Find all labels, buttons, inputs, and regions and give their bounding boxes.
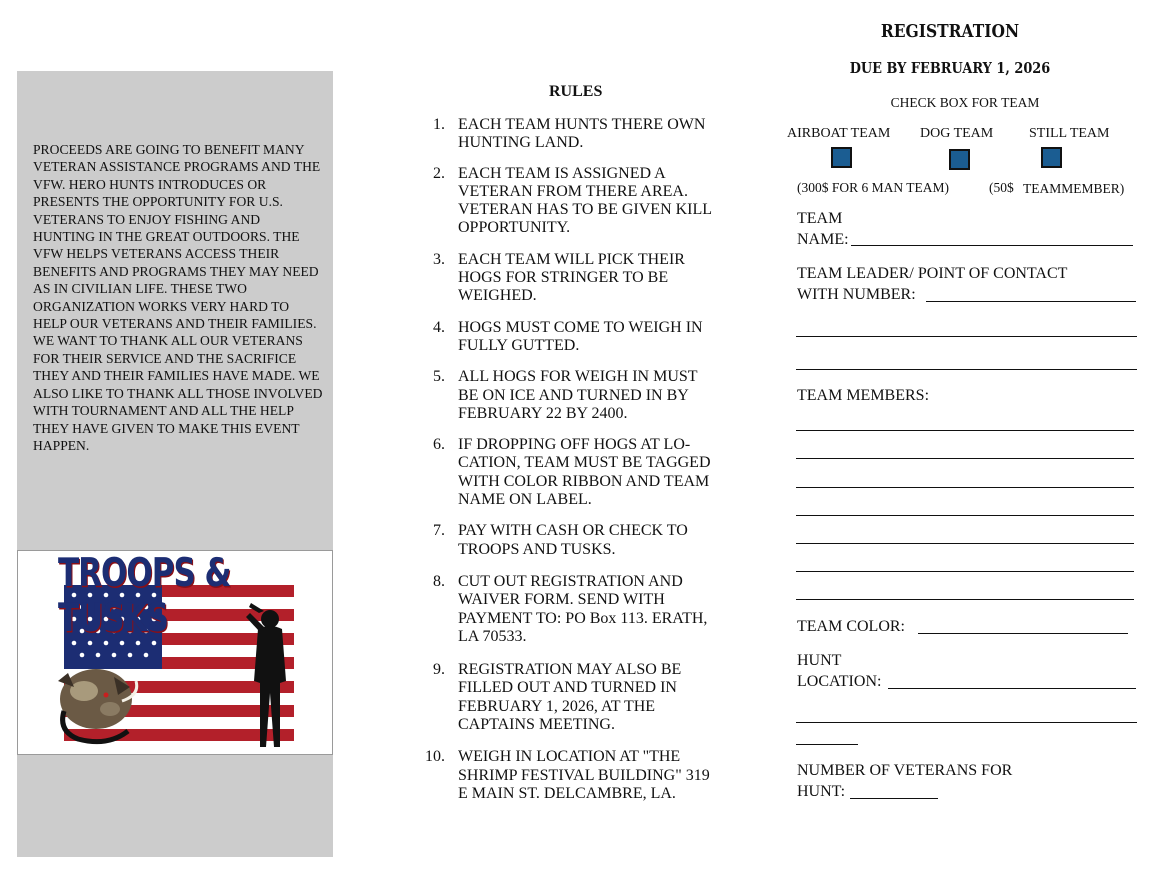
rule-number: 3. bbox=[433, 250, 445, 268]
rule-text: PAY WITH CASH OR CHECK TO TROOPS AND TUSKS. bbox=[458, 522, 688, 558]
logo-title: TROOPS & TUSKS bbox=[58, 551, 231, 641]
rule-item bbox=[420, 522, 720, 559]
team-leader-label-line2: WITH NUMBER: bbox=[797, 286, 916, 303]
still-team-checkbox[interactable] bbox=[1041, 147, 1062, 168]
rules-list bbox=[420, 116, 720, 803]
hunt-location-label-line2: LOCATION: bbox=[797, 673, 882, 690]
team-color-input-line[interactable] bbox=[918, 633, 1128, 634]
check-box-instruction: CHECK BOX FOR TEAM bbox=[890, 95, 1040, 110]
hunt-location-short-line[interactable] bbox=[796, 744, 858, 745]
rule-number: 9. bbox=[433, 661, 445, 679]
team-member-line-3[interactable] bbox=[796, 487, 1134, 488]
hunt-location-input-line[interactable] bbox=[888, 688, 1136, 689]
rule-text: WEIGH IN LOCATION AT "THE SHRIMP FESTIVAL BUILDING" 319 E MAIN ST. DELCAMBRE, LA. bbox=[458, 748, 710, 802]
rule-number: 6. bbox=[433, 436, 445, 454]
veterans-count-label-line1: NUMBER OF VETERANS FOR bbox=[797, 762, 1013, 779]
still-team-label: STILL TEAM bbox=[1029, 126, 1110, 141]
rule-text: REGISTRATION MAY ALSO BE FILLED OUT AND TURNED IN FEBRUARY 1, 2026, AT THE CAPTAINS MEETING. bbox=[458, 661, 682, 734]
dog-team-checkbox[interactable] bbox=[949, 149, 970, 170]
rule-number: 7. bbox=[433, 522, 445, 540]
rule-text: EACH TEAM IS ASSIGNED A VETERAN FROM THERE AREA. VETERAN HAS TO BE GIVEN KILL OPPORTUNITY. bbox=[458, 164, 712, 237]
rule-text: EACH TEAM HUNTS THERE OWN HUNTING LAND. bbox=[458, 116, 706, 152]
rule-text: EACH TEAM WILL PICK THEIR HOGS FOR STRINGER TO BE WEIGHED. bbox=[458, 250, 685, 305]
dog-team-label: DOG TEAM bbox=[920, 126, 994, 141]
veterans-count-input-line[interactable] bbox=[850, 798, 938, 799]
team-color-label: TEAM COLOR: bbox=[797, 618, 905, 635]
rule-text: CUT OUT REGISTRATION AND WAIVER FORM. SEND WITH PAYMENT TO: PO Box 113. ERATH, LA 70533. bbox=[458, 572, 708, 645]
troops-and-tusks-logo bbox=[17, 550, 333, 755]
team-name-input-line[interactable] bbox=[851, 245, 1133, 246]
hunt-location-label-line1: HUNT bbox=[797, 652, 842, 669]
rule-text: IF DROPPING OFF HOGS AT LO-CATION, TEAM MUST BE TAGGED WITH COLOR RIBBON AND TEAM NAME ON LABEL. bbox=[458, 436, 711, 509]
rule-item bbox=[420, 436, 720, 509]
rule-item bbox=[420, 661, 720, 734]
rule-item bbox=[420, 116, 720, 153]
registration-title: REGISTRATION bbox=[880, 21, 1020, 42]
team-member-line-7[interactable] bbox=[796, 599, 1134, 600]
rule-number: 8. bbox=[433, 572, 445, 590]
team-price-note: (300$ FOR 6 MAN TEAM) bbox=[797, 180, 950, 195]
rule-item bbox=[420, 368, 720, 423]
team-members-label: TEAM MEMBERS: bbox=[797, 387, 930, 404]
team-leader-input-line[interactable] bbox=[926, 301, 1136, 302]
registration-due-date: DUE BY FEBRUARY 1, 2026 bbox=[849, 59, 1051, 77]
rule-item bbox=[420, 251, 720, 306]
veterans-count-label-line2: HUNT: bbox=[797, 783, 846, 800]
rule-item bbox=[420, 165, 720, 238]
rules-title: RULES bbox=[549, 83, 603, 100]
team-name-label-line1: TEAM bbox=[797, 210, 843, 227]
member-price-note-b: TEAMMEMBER) bbox=[1023, 181, 1125, 196]
rule-text: ALL HOGS FOR WEIGH IN MUST BE ON ICE AND TURNED IN BY FEBRUARY 22 BY 2400. bbox=[458, 368, 698, 422]
rule-number: 2. bbox=[433, 164, 445, 182]
team-member-line-5[interactable] bbox=[796, 543, 1134, 544]
rule-item bbox=[420, 748, 720, 803]
proceeds-paragraph: PROCEEDS ARE GOING TO BENEFIT MANY VETERAN ASSISTANCE PROGRAMS AND THE VFW. HERO HUNTS INTRODUCES OR PRESENTS THE OPPORTUNITY FOR U.S. VETERANS TO ENJOY FISHING AND HUNTING IN THE GREAT OUTDOORS. THE VFW HELPS VETERANS ACCESS THEIR BENEFITS AND PROGRAMS THEY MAY NEED AS IN CIVILIAN LIFE. THESE TWO ORGANIZATION WORKS VERY HARD TO HELP OUR VETERANS AND THEIR FAMILIES. WE WANT TO THANK ALL OUR VETERANS FOR THEIR SERVICE AND THE SACRIFICE THEY AND THEIR FAMILIES HAVE MADE. WE ALSO LIKE TO THANK ALL THOSE INVOLVED WITH TOURNAMENT AND ALL THE HELP THEY HAVE GIVEN TO MAKE THIS EVENT HAPPEN. bbox=[33, 142, 323, 453]
airboat-team-label: AIRBOAT TEAM bbox=[787, 126, 891, 141]
team-member-line-2[interactable] bbox=[796, 458, 1134, 459]
rule-number: 10. bbox=[425, 748, 445, 766]
rule-number: 1. bbox=[433, 116, 445, 133]
team-member-line-4[interactable] bbox=[796, 515, 1134, 516]
left-panel bbox=[17, 71, 333, 857]
team-leader-extra-line-2[interactable] bbox=[796, 369, 1137, 370]
team-leader-label-line1: TEAM LEADER/ POINT OF CONTACT bbox=[797, 265, 1068, 282]
rule-text: HOGS MUST COME TO WEIGH IN FULLY GUTTED. bbox=[458, 318, 703, 354]
hunt-location-extra-line[interactable] bbox=[796, 722, 1137, 723]
rule-number: 4. bbox=[433, 318, 445, 336]
team-name-label-line2: NAME: bbox=[797, 231, 849, 248]
member-price-note-a: (50$ bbox=[989, 180, 1014, 195]
team-leader-extra-line-1[interactable] bbox=[796, 336, 1137, 337]
rule-item bbox=[420, 573, 720, 646]
airboat-team-checkbox[interactable] bbox=[831, 147, 852, 168]
team-member-line-1[interactable] bbox=[796, 430, 1134, 431]
rule-number: 5. bbox=[433, 368, 445, 386]
rule-item bbox=[420, 319, 720, 356]
team-member-line-6[interactable] bbox=[796, 571, 1134, 572]
